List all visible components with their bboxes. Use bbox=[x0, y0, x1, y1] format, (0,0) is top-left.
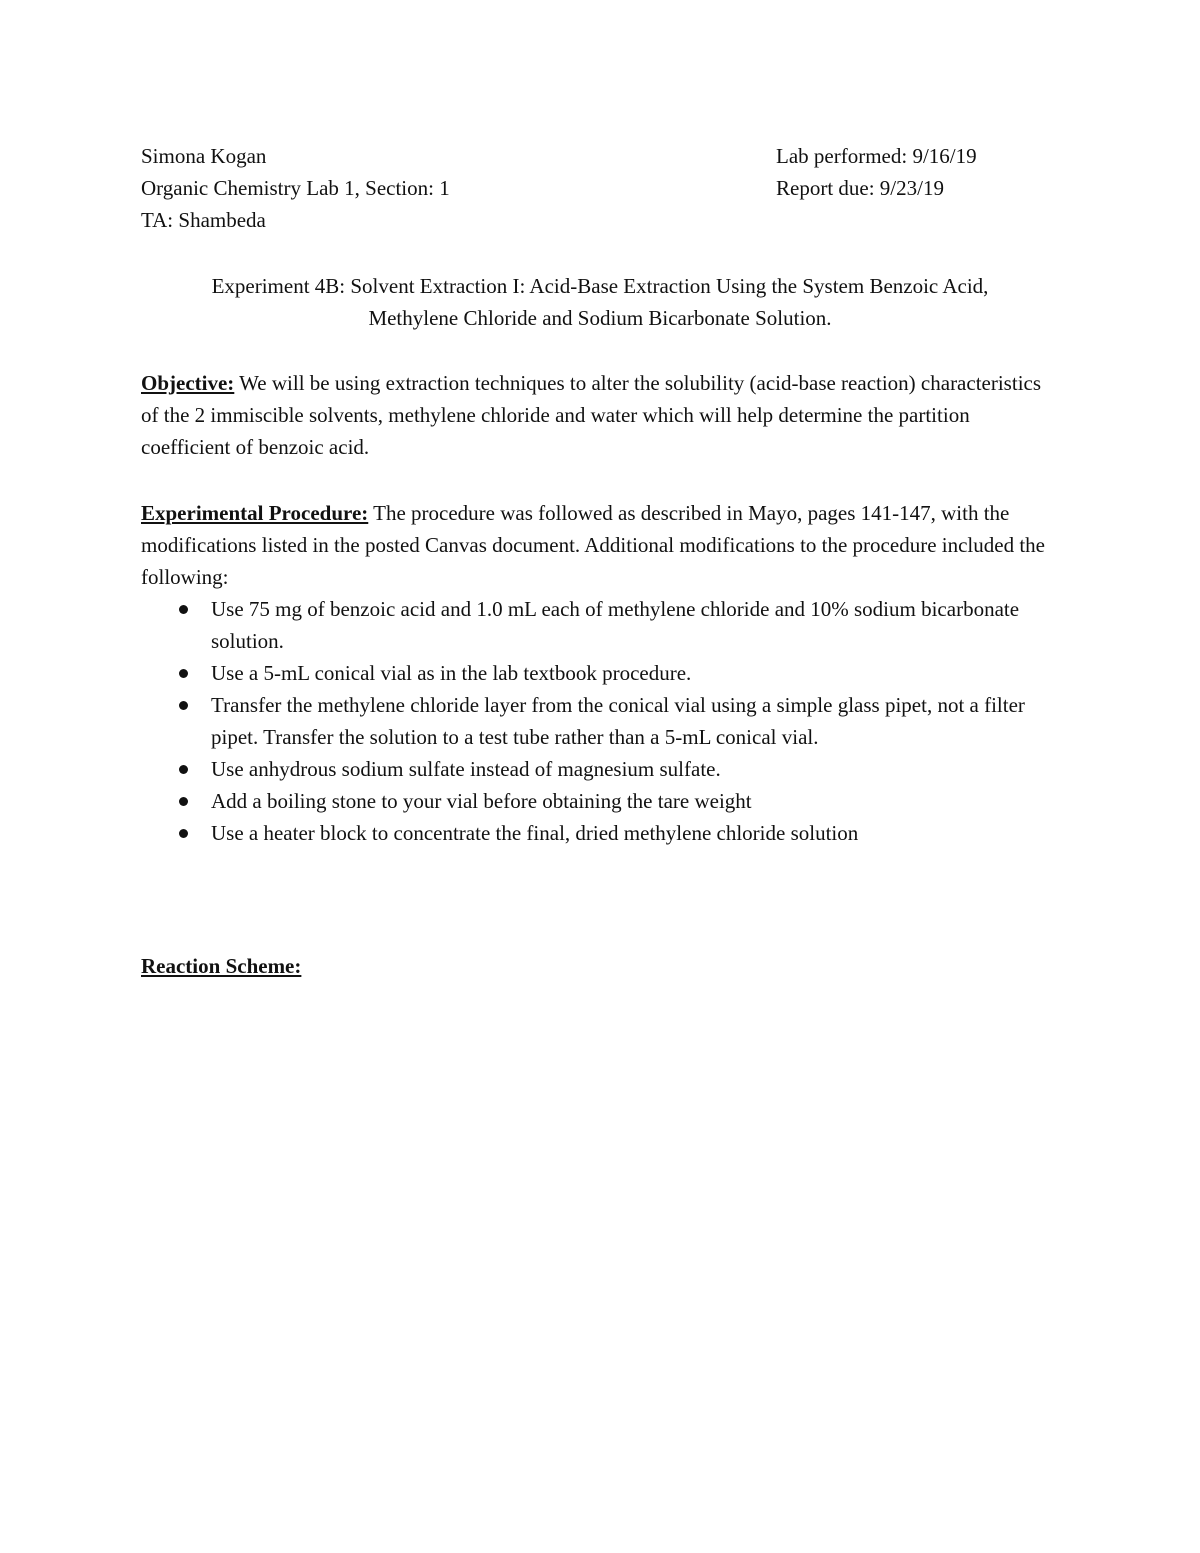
list-item-text: Use 75 mg of benzoic acid and 1.0 mL each of methylene chloride and 10% sodium bicarbonate solution. bbox=[211, 597, 1020, 653]
list-item-text: Add a boiling stone to your vial before obtaining the tare weight bbox=[211, 789, 752, 813]
teaching-assistant: TA: Shambeda bbox=[141, 208, 266, 232]
procedure-section bbox=[141, 497, 1061, 849]
header-row-3 bbox=[141, 204, 1061, 236]
bullet-icon bbox=[179, 829, 188, 838]
list-item-text: Transfer the methylene chloride layer from the conical vial using a simple glass pipet, not a filter pipet. Transfer the solution to a test tube rather than a 5-mL conical vial. bbox=[211, 693, 1025, 749]
modifications-list bbox=[141, 593, 1061, 849]
procedure-label: Experimental Procedure: bbox=[141, 501, 369, 525]
objective-text: We will be using extraction techniques to alter the solubility (acid-base reaction) characteristics of the 2 immiscible solvents, methylene chloride and water which will help determine the partition coefficient of benzoic acid. bbox=[141, 371, 1042, 459]
objective-label: Objective: bbox=[141, 371, 235, 395]
bullet-icon bbox=[179, 701, 188, 710]
reaction-scheme-label: Reaction Scheme: bbox=[141, 954, 302, 978]
course-section: Organic Chemistry Lab 1, Section: 1 bbox=[141, 176, 450, 200]
experiment-title-line-1: Experiment 4B: Solvent Extraction I: Acid-Base Extraction Using the System Benzoic Acid, bbox=[211, 274, 989, 298]
list-item-text: Use anhydrous sodium sulfate instead of magnesium sulfate. bbox=[211, 757, 721, 781]
procedure-paragraph bbox=[141, 497, 1061, 593]
bullet-icon bbox=[179, 669, 188, 678]
reaction-scheme-section bbox=[141, 950, 301, 982]
objective-paragraph bbox=[141, 367, 1061, 463]
header-row-1 bbox=[141, 140, 1061, 172]
experiment-title bbox=[100, 270, 1100, 334]
header-row-2 bbox=[141, 172, 1061, 204]
list-item bbox=[141, 657, 1061, 689]
report-due-date: Report due: 9/23/19 bbox=[776, 176, 944, 200]
procedure-text: The procedure was followed as described in Mayo, pages 141-147, with the modifications listed in the posted Canvas document. Additional modifications to the procedure included the following: bbox=[141, 501, 1045, 589]
list-item bbox=[141, 753, 1061, 785]
bullet-icon bbox=[179, 765, 188, 774]
list-item bbox=[141, 817, 1061, 849]
experiment-title-line-2: Methylene Chloride and Sodium Bicarbonate Solution. bbox=[368, 306, 832, 330]
bullet-icon bbox=[179, 605, 188, 614]
list-item bbox=[141, 689, 1061, 753]
student-name: Simona Kogan bbox=[141, 144, 267, 168]
list-item bbox=[141, 593, 1061, 657]
bullet-icon bbox=[179, 797, 188, 806]
lab-performed-date: Lab performed: 9/16/19 bbox=[776, 144, 977, 168]
objective-section bbox=[141, 367, 1061, 463]
list-item-text: Use a 5-mL conical vial as in the lab textbook procedure. bbox=[211, 661, 692, 685]
list-item bbox=[141, 785, 1061, 817]
list-item-text: Use a heater block to concentrate the final, dried methylene chloride solution bbox=[211, 821, 859, 845]
